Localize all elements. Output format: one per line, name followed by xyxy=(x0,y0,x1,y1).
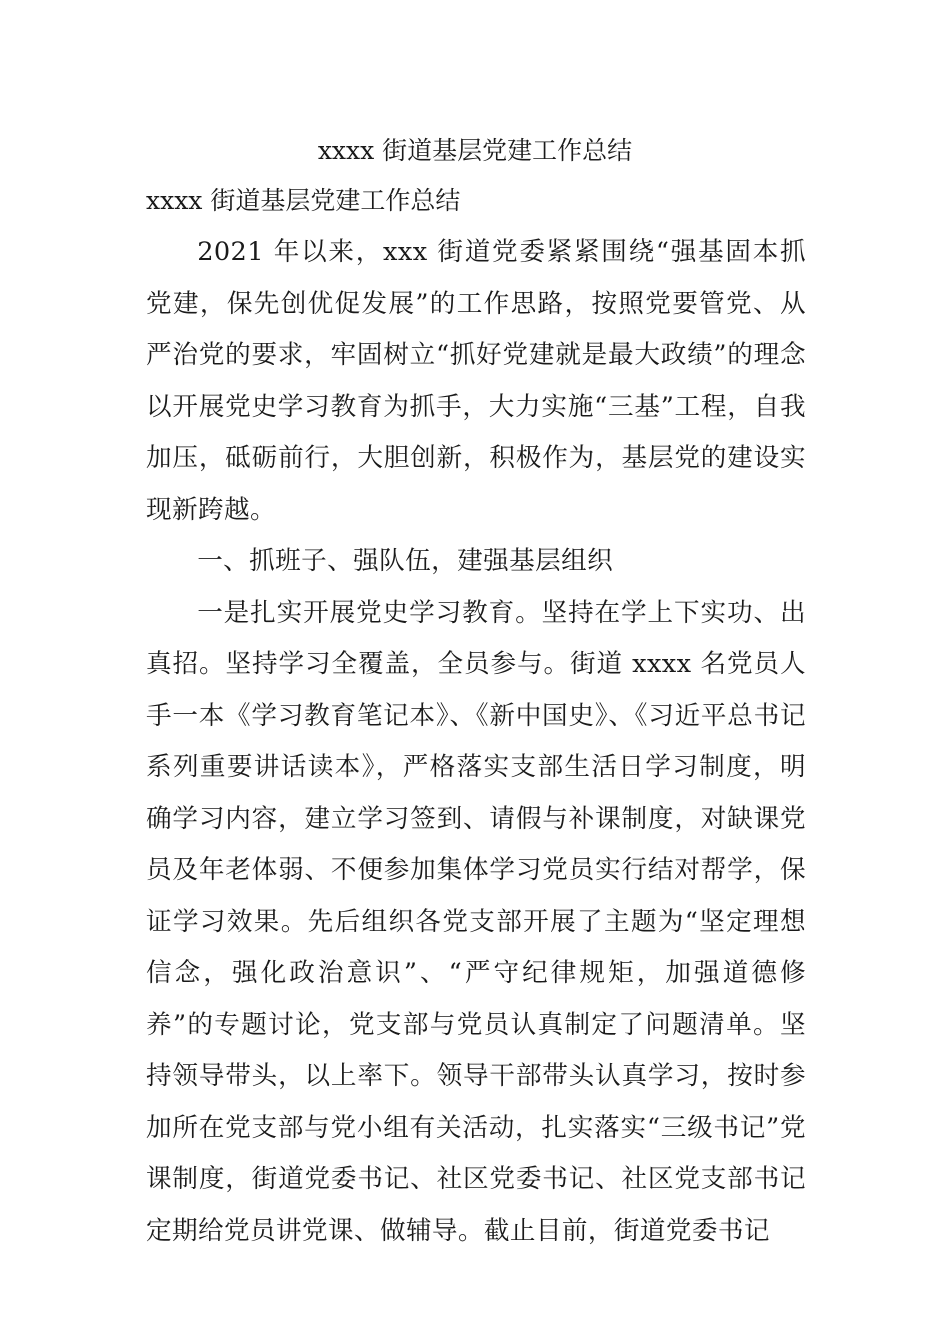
document-subtitle: xxxx 街道基层党建工作总结 xyxy=(146,186,461,215)
document-title: xxxx 街道基层党建工作总结 xyxy=(317,136,633,165)
paragraph-intro: 2021 年以来，xxx 街道党委紧紧围绕“强基固本抓党建，保先创优促发展”的工作思路，按照党要管党、从严治党的要求，牢固树立“抓好党建就是最大政绩”的理念以开展党史学习教育为抓手，大力实施“三基”工程，自我加压，砥砺前行，大胆创新，积极作为，基层党的建设实现新跨越。 xyxy=(146,237,806,525)
document-body xyxy=(146,227,806,1257)
paragraph-study-education: 一是扎实开展党史学习教育。坚持在学上下实功、出真招。坚持学习全覆盖，全员参与。街道 xxxx 名党员人手一本《学习教育笔记本》、《新中国史》、《习近平总书记系列重要讲话读本》，严格落实支部生活日学习制度，明确学习内容，建立学习签到、请假与补课制度，对缺课党员及年老体弱、不便参加集体学习党员实行结对帮学，保证学习效果。先后组织各党支部开展了主题为“坚定理想信念，强化政治意识”、“严守纪律规矩，加强道德修养”的专题讨论，党支部与党员认真制定了问题清单。坚持领导带头，以上率下。领导干部带头认真学习，按时参加所在党支部与党小组有关活动，扎实落实“三级书记”党课制度，街道党委书记、社区党委书记、社区党支部书记定期给党员讲党课、做辅导。截止目前，街道党委书记 xyxy=(146,597,806,1246)
section-heading-1: 一、抓班子、强队伍，建强基层组织 xyxy=(197,546,614,576)
